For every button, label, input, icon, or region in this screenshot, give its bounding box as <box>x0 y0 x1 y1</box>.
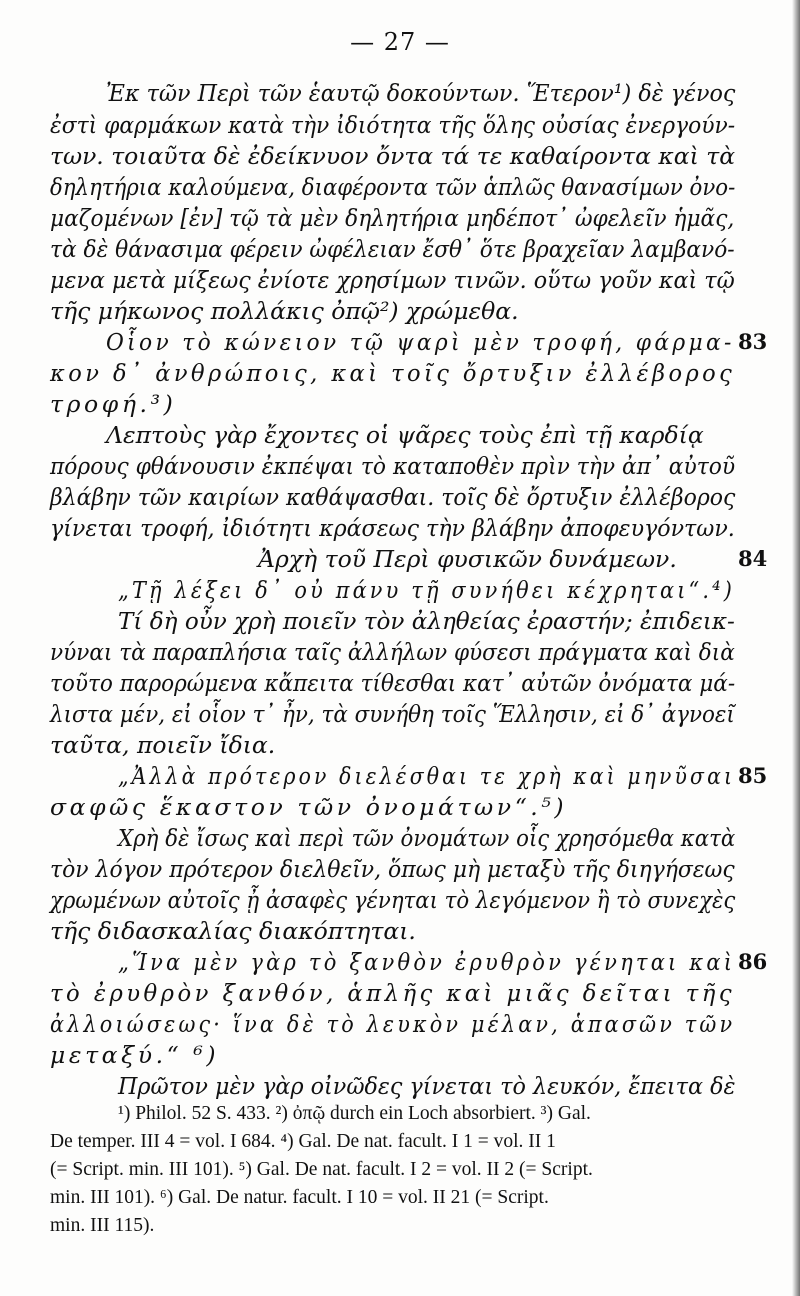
text-line: μαζομένων [ἐν] τῷ τὰ μὲν δηλητήρια μηδέποτ᾽ ὠφελεῖν ἡμᾶς, <box>50 204 735 232</box>
margin-section-number: 86 <box>738 949 768 974</box>
text-line: Λεπτοὺς γὰρ ἔχοντες οἱ ψᾶρες τοὺς ἐπὶ τῇ καρδίᾳ <box>106 421 704 449</box>
text-line: τῆς διδασκαλίας διακόπτηται. <box>50 917 416 945</box>
margin-section-number: 83 <box>738 329 768 354</box>
text-line: τοῦτο παρορώμενα κἄπειτα τίθεσθαι κατ᾽ αὐτῶν ὀνόματα μά- <box>50 669 736 697</box>
text-line: πόρους φθάνουσιν ἐκπέψαι τὸ καταποθὲν πρὶν τὴν ἀπ᾽ αὐτοῦ <box>50 452 736 480</box>
text-line: γίνεται τροφή, ἰδιότητι κράσεως τὴν βλάβην ἀποφευγόντων. <box>50 514 735 542</box>
text-line: Πρῶτον μὲν γὰρ οἰνῶδες γίνεται τὸ λευκόν, ἔπειτα δὲ <box>118 1072 736 1100</box>
text-line: νύναι τὰ παραπλήσια ταῖς ἀλλήλων φύσεσι πράγματα καὶ διὰ <box>50 638 735 666</box>
page-number: — 27 — <box>350 28 450 56</box>
text-line: „Ἵνα μὲν γὰρ τὸ ξανθὸν ἐρυθρὸν γένηται καὶ <box>118 948 736 976</box>
text-line: χρωμένων αὐτοῖς ᾖ ἀσαφὲς γένηται τὸ λεγόμενον ἢ τὸ συνεχὲς <box>50 886 736 914</box>
footnote-line: ¹) Philol. 52 S. 433. ²) ὀπῷ durch ein Loch absorbiert. ³) Gal. <box>118 1103 591 1124</box>
footnote-line: min. III 101). ⁶) Gal. De natur. facult. I 10 = vol. II 21 (= Script. <box>50 1187 549 1208</box>
text-line: τὰ δὲ θάνασιμα φέρειν ὠφέλειαν ἔσθ᾽ ὅτε βραχεῖαν λαμβανό- <box>50 235 735 263</box>
text-line: τῆς μήκωνος πολλάκις ὀπῷ²) χρώμεθα. <box>50 297 519 325</box>
text-line: τροφή.³) <box>50 390 177 418</box>
text-line: „Ἀλλὰ πρότερον διελέσθαι τε χρὴ καὶ μηνῦσαι <box>118 762 736 790</box>
text-line: „Τῇ λέξει δ᾽ οὐ πάνυ τῇ συνήθει κέχρηται“.⁴) <box>118 576 735 604</box>
margin-section-number: 85 <box>738 763 768 788</box>
text-line: σαφῶς ἕκαστον τῶν ὀνομάτων“.⁵) <box>50 793 568 821</box>
page-edge-shadow <box>792 0 800 1296</box>
text-line: των. τοιαῦτα δὲ ἐδείκνυον ὄντα τά τε καθαίροντα καὶ τὰ <box>50 142 736 170</box>
text-line: Τί δὴ οὖν χρὴ ποιεῖν τὸν ἀληθείας ἐραστήν; ἐπιδεικ- <box>118 607 735 635</box>
footnote-line: (= Script. min. III 101). ⁵) Gal. De nat. facult. I 2 = vol. II 2 (= Script. <box>50 1159 593 1180</box>
text-line: δηλητήρια καλούμενα, διαφέροντα τῶν ἁπλῶς θανασίμων ὀνο- <box>50 173 736 201</box>
text-line: Οἷον τὸ κώνειον τῷ ψαρὶ μὲν τροφή, φάρμα- <box>106 328 735 356</box>
text-line: βλάβην τῶν καιρίων καθάψασθαι. τοῖς δὲ ὄρτυξιν ἐλλέβορος <box>50 483 736 511</box>
text-line: ταῦτα, ποιεῖν ἴδια. <box>50 731 276 759</box>
text-line: Ἀρχὴ τοῦ Περὶ φυσικῶν δυνάμεων. <box>258 545 677 573</box>
text-line: Χρὴ δὲ ἴσως καὶ περὶ τῶν ὀνομάτων οἷς χρησόμεθα κατὰ <box>118 824 736 852</box>
text-line: κον δ᾽ ἀνθρώποις, καὶ τοῖς ὄρτυξιν ἐλλέβορος <box>50 359 736 387</box>
footnote-line: min. III 115). <box>50 1215 155 1236</box>
text-line: Ἐκ τῶν Περὶ τῶν ἑαυτῷ δοκούντων. Ἕτερον¹) δὲ γένος <box>106 79 736 107</box>
text-line: μεταξύ.“ ⁶) <box>50 1041 220 1069</box>
footnote-line: De temper. III 4 = vol. I 684. ⁴) Gal. De nat. facult. I 1 = vol. II 1 <box>50 1131 556 1152</box>
text-line: ἀλλοιώσεως· ἵνα δὲ τὸ λευκὸν μέλαν, ἁπασῶν τῶν <box>50 1010 736 1038</box>
margin-section-number: 84 <box>738 546 768 571</box>
text-line: τὸν λόγον πρότερον διελθεῖν, ὅπως μὴ μεταξὺ τῆς διηγήσεως <box>50 855 735 883</box>
text-line: μενα μετὰ μίξεως ἐνίοτε χρησίμων τινῶν. οὕτω γοῦν καὶ τῷ <box>50 266 735 294</box>
text-line: ἐστὶ φαρμάκων κατὰ τὴν ἰδιότητα τῆς ὅλης οὐσίας ἐνεργούν- <box>50 111 736 139</box>
text-line: τὸ ἐρυθρὸν ξανθόν, ἁπλῆς καὶ μιᾶς δεῖται τῆς <box>50 979 736 1007</box>
text-line: λιστα μέν, εἰ οἷον τ᾽ ἦν, τὰ συνήθη τοῖς Ἕλλησιν, εἰ δ᾽ ἀγνοεῖ <box>50 700 735 728</box>
